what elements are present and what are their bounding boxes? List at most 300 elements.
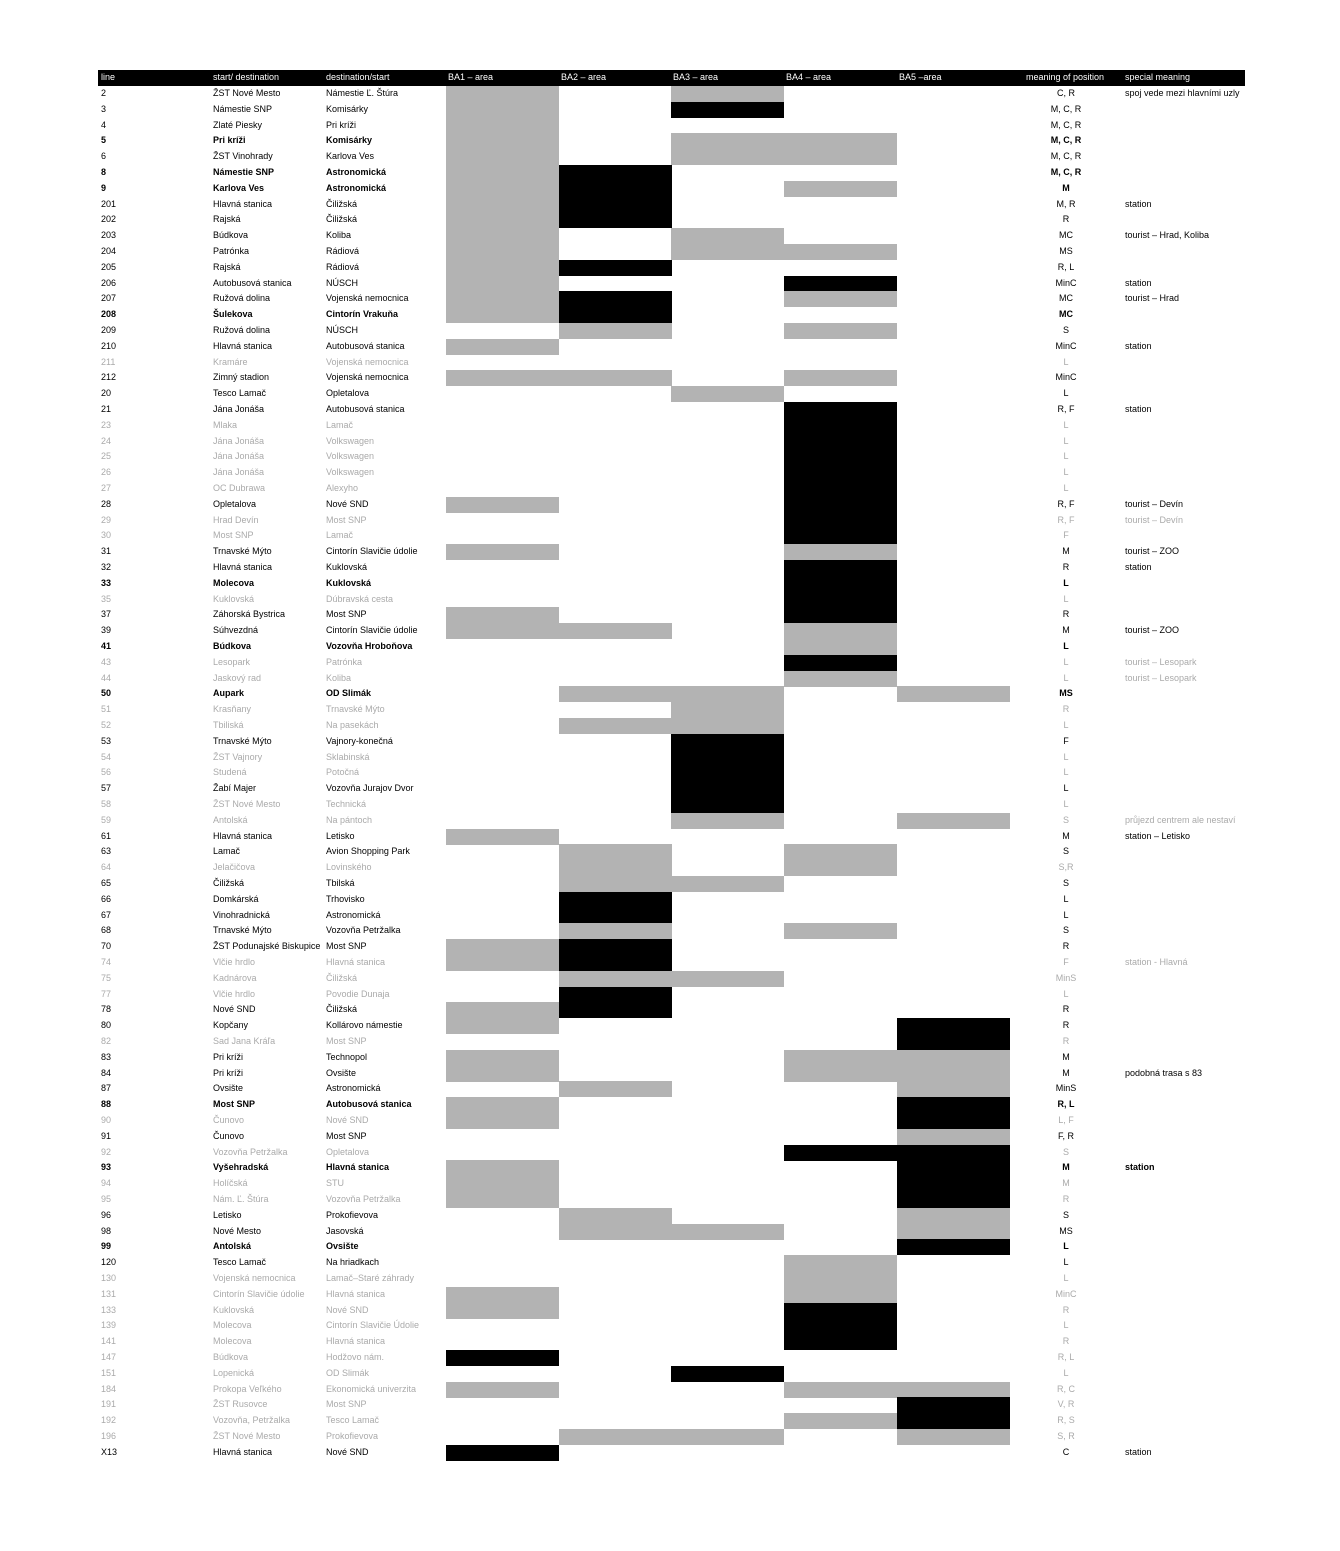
- area-cell-ba3: [671, 1429, 784, 1445]
- destination-cell: Vajnory-konečná: [326, 735, 393, 746]
- area-cell-ba4: [784, 639, 897, 655]
- table-row: [98, 781, 1245, 797]
- destination-cell: Nové SND: [326, 1304, 369, 1315]
- position-cell: L: [1063, 467, 1069, 478]
- destination-cell: Rádiová: [326, 246, 360, 256]
- area-cell-ba5: [897, 1239, 1010, 1255]
- header-ba1: BA1 – area: [448, 72, 494, 82]
- position-cell: R, C: [1057, 1383, 1075, 1394]
- area-cell-ba3: [671, 686, 784, 702]
- position-cell: MS: [1059, 1225, 1073, 1236]
- area-cell-ba4: [784, 513, 897, 529]
- line-cell: 202: [101, 214, 117, 225]
- line-cell: 33: [101, 577, 112, 588]
- position-cell: MinC: [1055, 372, 1077, 383]
- area-cell-ba1: [446, 1287, 559, 1303]
- table-row: [98, 1192, 1245, 1208]
- area-cell-ba2: [559, 260, 672, 276]
- line-cell: 201: [101, 198, 117, 209]
- table-row: [98, 797, 1245, 813]
- area-cell-ba2: [559, 1224, 672, 1240]
- area-cell-ba4: [784, 544, 897, 560]
- table-row: [98, 86, 1245, 102]
- start-cell: Trnavské Mýto: [213, 925, 272, 936]
- table-row: [98, 923, 1245, 939]
- position-cell: M, C, R: [1050, 103, 1082, 114]
- destination-cell: Volkswagen: [326, 451, 375, 462]
- position-cell: R: [1062, 1036, 1070, 1046]
- start-cell: Letisko: [213, 1209, 242, 1220]
- table-row: [98, 734, 1245, 750]
- position-cell: L: [1063, 1367, 1069, 1378]
- area-cell-ba4: [784, 1382, 897, 1398]
- start-cell: Búdkova: [213, 641, 252, 651]
- area-cell-ba1: [446, 370, 559, 386]
- table-row: [98, 876, 1245, 892]
- start-cell: Búdkova: [213, 230, 249, 241]
- line-cell: 91: [101, 1130, 112, 1141]
- destination-cell: NÚSCH: [326, 325, 359, 335]
- destination-cell: Lamač: [326, 419, 354, 430]
- destination-cell: Cintorín Slavičie údolie: [326, 625, 418, 636]
- line-cell: 74: [101, 957, 112, 967]
- position-cell: L, F: [1058, 1115, 1074, 1125]
- table-row: [98, 465, 1245, 481]
- start-cell: Trnavské Mýto: [213, 546, 272, 557]
- destination-cell: Astronomická: [326, 909, 381, 920]
- area-cell-ba4: [784, 592, 897, 608]
- destination-cell: Komisárky: [326, 135, 373, 146]
- position-cell: M, C, R: [1050, 119, 1082, 130]
- start-cell: Hlavná stanica: [213, 198, 273, 209]
- position-cell: R: [1062, 1004, 1070, 1015]
- start-cell: Kuklovská: [213, 1304, 255, 1315]
- table-row: [98, 1113, 1245, 1129]
- start-cell: Zimný stadion: [213, 372, 270, 383]
- position-cell: S: [1062, 1209, 1069, 1220]
- table-row: [98, 1097, 1245, 1113]
- destination-cell: Potočná: [326, 767, 360, 778]
- start-cell: Hlavná stanica: [213, 340, 273, 351]
- area-cell-ba3: [671, 702, 784, 718]
- position-cell: L: [1063, 720, 1069, 730]
- start-cell: Čiližská: [213, 878, 245, 888]
- area-cell-ba2: [559, 181, 672, 197]
- table-row: [98, 860, 1245, 876]
- line-cell: 93: [101, 1162, 112, 1173]
- line-cell: 59: [101, 814, 112, 825]
- destination-cell: Astronomická: [326, 182, 387, 193]
- table-row: [98, 291, 1245, 307]
- start-cell: Rajská: [213, 261, 241, 272]
- area-cell-ba3: [671, 244, 784, 260]
- area-cell-ba4: [784, 1413, 897, 1429]
- start-cell: Čunovo: [213, 1115, 245, 1125]
- area-cell-ba3: [671, 750, 784, 766]
- start-cell: Súhvezdná: [213, 625, 259, 636]
- area-cell-ba4: [784, 1271, 897, 1287]
- position-cell: M: [1062, 182, 1070, 193]
- line-cell: 70: [101, 941, 112, 952]
- area-cell-ba1: [446, 86, 559, 102]
- position-cell: L: [1063, 577, 1069, 588]
- destination-cell: Hlavná stanica: [326, 1162, 390, 1173]
- destination-cell: Autobusová stanica: [326, 340, 405, 351]
- area-cell-ba4: [784, 323, 897, 339]
- line-cell: 30: [101, 530, 112, 541]
- position-cell: M: [1062, 1178, 1070, 1189]
- area-cell-ba2: [559, 923, 672, 939]
- area-cell-ba1: [446, 291, 559, 307]
- destination-cell: Trhovisko: [326, 893, 365, 904]
- special-cell: station: [1125, 1162, 1155, 1173]
- destination-cell: Kollárovo námestie: [326, 1020, 403, 1031]
- start-cell: Molecova: [213, 577, 255, 588]
- area-cell-ba5: [897, 1018, 1010, 1034]
- area-cell-ba4: [784, 497, 897, 513]
- line-cell: 67: [101, 909, 112, 920]
- destination-cell: Autobusová stanica: [326, 1099, 412, 1110]
- line-cell: 3: [101, 103, 107, 114]
- destination-cell: Cintorín Slavičie Údolie: [326, 1320, 420, 1331]
- destination-cell: Nové SND: [326, 1446, 369, 1457]
- line-cell: 56: [101, 767, 112, 778]
- position-cell: S: [1062, 1146, 1069, 1157]
- start-cell: Čunovo: [213, 1130, 245, 1141]
- table-row: [98, 528, 1245, 544]
- area-cell-ba3: [671, 781, 784, 797]
- position-cell: S: [1062, 325, 1069, 335]
- start-cell: Tesco Lamač: [213, 388, 267, 399]
- destination-cell: Volkswagen: [326, 467, 375, 478]
- table-row: [98, 829, 1245, 845]
- area-cell-ba3: [671, 149, 784, 165]
- area-cell-ba4: [784, 149, 897, 165]
- area-cell-ba1: [446, 829, 559, 845]
- destination-cell: Kuklovská: [326, 562, 368, 572]
- line-cell: 52: [101, 720, 112, 730]
- special-cell: tourist – Lesopark: [1125, 656, 1197, 667]
- line-cell: 209: [101, 325, 117, 335]
- destination-cell: Na pántoch: [326, 814, 373, 825]
- area-cell-ba3: [671, 734, 784, 750]
- start-cell: Jána Jonáša: [213, 404, 265, 414]
- table-row: [98, 149, 1245, 165]
- destination-cell: Hlavná stanica: [326, 1336, 386, 1347]
- area-cell-ba5: [897, 1224, 1010, 1240]
- position-cell: R: [1062, 1336, 1070, 1347]
- line-cell: 21: [101, 404, 112, 414]
- area-cell-ba4: [784, 276, 897, 292]
- position-cell: M, C, R: [1050, 135, 1082, 146]
- header-line: line: [101, 72, 116, 82]
- start-cell: Zlaté Piesky: [213, 119, 263, 130]
- area-cell-ba4: [784, 418, 897, 434]
- start-cell: Nám. Ľ. Štúra: [213, 1194, 269, 1204]
- line-cell: 130: [101, 1273, 117, 1283]
- line-cell: 88: [101, 1099, 112, 1110]
- line-cell: 35: [101, 593, 112, 604]
- destination-cell: Most SNP: [326, 609, 367, 620]
- area-cell-ba1: [446, 260, 559, 276]
- special-cell: station – Letisko: [1125, 830, 1191, 841]
- table-row: [98, 639, 1245, 655]
- header-ba5: BA5 –area: [899, 72, 942, 82]
- special-cell: station: [1125, 277, 1152, 288]
- position-cell: R: [1062, 1020, 1070, 1031]
- table-row: [98, 386, 1245, 402]
- area-cell-ba2: [559, 987, 672, 1003]
- start-cell: Jelačičova: [213, 862, 256, 873]
- position-cell: R, F: [1057, 404, 1075, 414]
- position-cell: M: [1062, 1051, 1070, 1062]
- position-cell: S: [1062, 846, 1069, 857]
- area-cell-ba3: [671, 102, 784, 118]
- table-row: [98, 560, 1245, 576]
- start-cell: Nové Mesto: [213, 1225, 262, 1236]
- destination-cell: Vojenská nemocnica: [326, 356, 409, 367]
- area-cell-ba4: [784, 528, 897, 544]
- destination-cell: Nové SND: [326, 498, 369, 509]
- destination-cell: Patrónka: [326, 656, 363, 667]
- position-cell: R, F: [1057, 514, 1075, 525]
- start-cell: Ružová dolina: [213, 293, 271, 304]
- start-cell: Šulekova: [213, 309, 253, 320]
- position-cell: L: [1063, 988, 1069, 999]
- area-cell-ba3: [671, 876, 784, 892]
- table-row: [98, 607, 1245, 623]
- table-row: [98, 971, 1245, 987]
- area-cell-ba5: [897, 1081, 1010, 1097]
- table-row: [98, 323, 1245, 339]
- table-row: [98, 497, 1245, 513]
- destination-cell: Povodie Dunaja: [326, 988, 390, 999]
- area-cell-ba1: [446, 1018, 559, 1034]
- line-cell: 203: [101, 230, 117, 241]
- table-row: [98, 1018, 1245, 1034]
- destination-cell: STU: [326, 1178, 344, 1189]
- area-cell-ba2: [559, 686, 672, 702]
- special-cell: tourist – Lesopark: [1125, 672, 1197, 683]
- position-cell: M: [1062, 830, 1070, 841]
- area-cell-ba4: [784, 133, 897, 149]
- start-cell: Sad Jana Kráľa: [213, 1036, 276, 1046]
- position-cell: L: [1063, 656, 1069, 667]
- destination-cell: Trnavské Mýto: [326, 704, 385, 715]
- line-cell: 9: [101, 182, 107, 193]
- area-cell-ba1: [446, 544, 559, 560]
- destination-cell: Vozovňa Jurajov Dvor: [326, 783, 414, 794]
- position-cell: S: [1062, 925, 1069, 936]
- area-cell-ba1: [446, 1002, 559, 1018]
- destination-cell: Opletalova: [326, 1146, 370, 1157]
- start-cell: Holíčská: [213, 1178, 248, 1189]
- area-cell-ba2: [559, 291, 672, 307]
- line-cell: 191: [101, 1399, 117, 1410]
- start-cell: Molecova: [213, 1336, 252, 1347]
- line-cell: 26: [101, 467, 112, 478]
- area-cell-ba5: [897, 813, 1010, 829]
- line-cell: 210: [101, 340, 117, 351]
- area-cell-ba3: [671, 765, 784, 781]
- destination-cell: Lamač: [326, 530, 354, 541]
- table-row: [98, 1176, 1245, 1192]
- line-cell: X13: [101, 1446, 118, 1457]
- start-cell: Kopčany: [213, 1020, 249, 1031]
- start-cell: Prokopa Veľkého: [213, 1383, 282, 1394]
- area-cell-ba2: [559, 860, 672, 876]
- position-cell: R: [1062, 214, 1070, 225]
- position-cell: R, L: [1057, 1099, 1075, 1110]
- table-row: [98, 750, 1245, 766]
- line-cell: 141: [101, 1336, 117, 1347]
- area-cell-ba5: [897, 1429, 1010, 1445]
- table-row: [98, 1382, 1245, 1398]
- line-cell: 139: [101, 1320, 117, 1331]
- table-row: [98, 1208, 1245, 1224]
- start-cell: Karlova Ves: [213, 182, 265, 193]
- area-cell-ba5: [897, 1034, 1010, 1050]
- position-cell: M: [1062, 1067, 1070, 1078]
- table-row: [98, 655, 1245, 671]
- area-cell-ba1: [446, 497, 559, 513]
- table-row: [98, 402, 1245, 418]
- area-cell-ba1: [446, 1445, 559, 1461]
- line-cell: 204: [101, 246, 117, 256]
- special-cell: station: [1125, 340, 1152, 351]
- position-cell: L: [1063, 751, 1069, 762]
- area-cell-ba1: [446, 1097, 559, 1113]
- position-cell: L: [1063, 356, 1069, 367]
- table-row: [98, 987, 1245, 1003]
- start-cell: Most SNP: [213, 1099, 256, 1110]
- position-cell: MinS: [1055, 1083, 1077, 1094]
- line-cell: 23: [101, 419, 112, 430]
- line-cell: 80: [101, 1020, 112, 1031]
- start-cell: Jána Jonáša: [213, 467, 265, 478]
- start-cell: Vojenská nemocnica: [213, 1273, 296, 1283]
- start-cell: Vlčie hrdlo: [213, 957, 256, 967]
- destination-cell: Alexyho: [326, 483, 359, 493]
- area-cell-ba4: [784, 1287, 897, 1303]
- table-row: [98, 355, 1245, 371]
- line-cell: 44: [101, 672, 112, 683]
- position-cell: R, F: [1057, 498, 1075, 509]
- destination-cell: Hlavná stanica: [326, 1288, 386, 1299]
- area-cell-ba5: [897, 1113, 1010, 1129]
- start-cell: Domkárská: [213, 893, 259, 904]
- line-cell: 57: [101, 783, 112, 794]
- start-cell: Rajská: [213, 214, 241, 225]
- area-cell-ba5: [897, 1413, 1010, 1429]
- special-cell: tourist – Hrad, Koliba: [1125, 230, 1210, 241]
- destination-cell: Ovsište: [326, 1241, 359, 1252]
- line-cell: 87: [101, 1083, 112, 1094]
- line-cell: 90: [101, 1115, 112, 1125]
- position-cell: L: [1063, 593, 1069, 604]
- start-cell: Kramáre: [213, 356, 248, 367]
- table-row: [98, 1034, 1245, 1050]
- table-row: [98, 1334, 1245, 1350]
- line-cell: 4: [101, 119, 107, 130]
- special-cell: tourist – Devín: [1125, 498, 1184, 509]
- position-cell: M: [1062, 1162, 1070, 1173]
- table-row: [98, 844, 1245, 860]
- area-cell-ba4: [784, 465, 897, 481]
- line-cell: 82: [101, 1036, 112, 1046]
- position-cell: MS: [1059, 688, 1073, 699]
- position-cell: F: [1063, 957, 1069, 967]
- line-cell: 25: [101, 451, 112, 462]
- area-cell-ba2: [559, 908, 672, 924]
- start-cell: Antolská: [213, 1241, 252, 1252]
- area-cell-ba1: [446, 181, 559, 197]
- position-cell: L: [1063, 1320, 1069, 1331]
- destination-cell: Čiližská: [326, 1004, 358, 1015]
- line-cell: 211: [101, 356, 116, 367]
- area-cell-ba4: [784, 1050, 897, 1066]
- area-cell-ba4: [784, 449, 897, 465]
- area-cell-ba2: [559, 1081, 672, 1097]
- start-cell: Lesopark: [213, 656, 251, 667]
- destination-cell: Vozovňa Petržalka: [326, 1194, 401, 1204]
- area-cell-ba4: [784, 370, 897, 386]
- start-cell: Hrad Devín: [213, 514, 259, 525]
- table-row: [98, 1145, 1245, 1161]
- start-cell: Hlavná stanica: [213, 562, 273, 572]
- start-cell: ŽST Vinohrady: [213, 151, 273, 162]
- table-row: [98, 1239, 1245, 1255]
- area-cell-ba4: [784, 671, 897, 687]
- position-cell: L: [1063, 641, 1069, 651]
- line-cell: 27: [101, 483, 112, 493]
- position-cell: L: [1063, 419, 1069, 430]
- area-cell-ba1: [446, 339, 559, 355]
- area-cell-ba4: [784, 623, 897, 639]
- line-cell: 41: [101, 641, 112, 651]
- destination-cell: Kuklovská: [326, 577, 372, 588]
- area-cell-ba1: [446, 955, 559, 971]
- area-cell-ba1: [446, 118, 559, 134]
- area-cell-ba4: [784, 1145, 897, 1161]
- area-cell-ba5: [897, 1097, 1010, 1113]
- area-cell-ba4: [784, 655, 897, 671]
- line-cell: 53: [101, 735, 112, 746]
- table-row: [98, 955, 1245, 971]
- start-cell: Vyšehradská: [213, 1162, 269, 1173]
- position-cell: S,R: [1058, 862, 1074, 873]
- table-row: [98, 370, 1245, 386]
- destination-cell: Vozovňa Hroboňova: [326, 641, 413, 651]
- line-cell: 50: [101, 688, 112, 699]
- position-cell: V, R: [1057, 1399, 1075, 1410]
- line-cell: 98: [101, 1225, 112, 1236]
- line-cell: 61: [101, 830, 112, 841]
- start-cell: Pri kríži: [213, 1051, 243, 1062]
- line-cell: 63: [101, 846, 112, 857]
- position-cell: M: [1062, 625, 1070, 636]
- line-cell: 196: [101, 1431, 117, 1441]
- position-cell: L: [1063, 783, 1069, 794]
- area-cell-ba5: [897, 1066, 1010, 1082]
- line-cell: 31: [101, 546, 112, 557]
- table-row: [98, 908, 1245, 924]
- line-cell: 83: [101, 1051, 112, 1062]
- position-cell: L: [1063, 1273, 1069, 1283]
- table-row: [98, 118, 1245, 134]
- line-cell: 37: [101, 609, 112, 620]
- position-cell: R: [1062, 1194, 1070, 1204]
